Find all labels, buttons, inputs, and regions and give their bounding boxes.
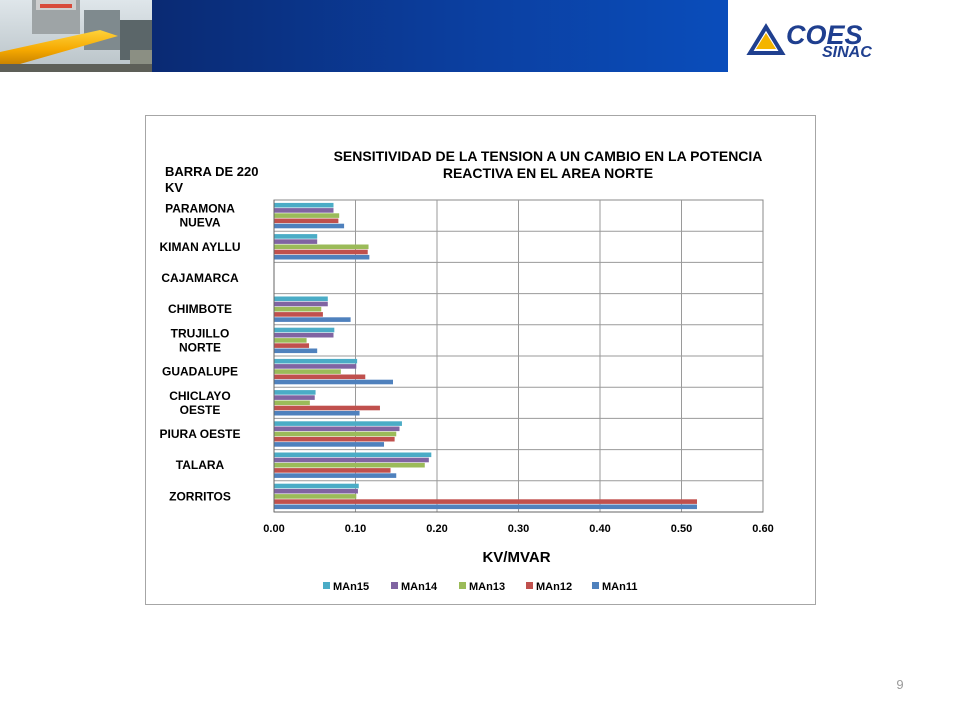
bar-man11 xyxy=(274,505,697,510)
category-label: OESTE xyxy=(179,402,221,417)
bar-man11 xyxy=(274,411,360,416)
bar-man12 xyxy=(274,219,338,224)
category-label: CHICLAYO xyxy=(169,388,231,403)
x-tick-label: 0.30 xyxy=(507,523,530,535)
bar-man14 xyxy=(274,458,429,463)
bar-man13 xyxy=(274,369,341,374)
bar-man14 xyxy=(274,239,317,244)
bar-man11 xyxy=(274,255,369,260)
legend-swatch-man15 xyxy=(323,582,330,589)
x-tick-label: 0.50 xyxy=(670,523,693,535)
legend-label-man11: MAn11 xyxy=(602,581,638,593)
bar-man12 xyxy=(274,343,309,348)
legend-label-man13: MAn13 xyxy=(469,581,506,593)
logo-text-sinac: SINAC xyxy=(822,44,872,61)
bar-man12 xyxy=(274,468,391,473)
legend-label-man12: MAn12 xyxy=(536,581,573,593)
bar-man15 xyxy=(274,484,359,489)
bar-man15 xyxy=(274,359,357,364)
bar-man15 xyxy=(274,390,316,395)
bar-man15 xyxy=(274,453,431,458)
coes-logo xyxy=(728,0,960,72)
bar-man15 xyxy=(274,421,402,426)
chart-title-line: SENSITIVIDAD DE LA TENSION A UN CAMBIO EN LA POTENCIA xyxy=(333,148,763,164)
bar-man12 xyxy=(274,250,368,255)
bar-man14 xyxy=(274,208,334,213)
bar-man13 xyxy=(274,307,321,312)
bar-man14 xyxy=(274,302,328,307)
bar-man15 xyxy=(274,328,334,333)
bar-man15 xyxy=(274,234,317,239)
bar-man14 xyxy=(274,333,334,338)
bar-man13 xyxy=(274,432,396,437)
bar-man12 xyxy=(274,437,395,442)
power-plant-image xyxy=(0,0,152,72)
logo xyxy=(728,0,960,72)
legend-swatch-man11 xyxy=(592,582,599,589)
x-tick-label: 0.40 xyxy=(589,523,611,535)
category-label: CAJAMARCA xyxy=(161,271,239,285)
category-label: GUADALUPE xyxy=(161,364,239,379)
x-tick-label: 0.20 xyxy=(426,523,448,535)
bar-man15 xyxy=(274,203,334,208)
bar-man14 xyxy=(274,489,358,494)
legend-swatch-man12 xyxy=(526,582,533,589)
bar-man14 xyxy=(274,364,356,369)
category-label: PIURA OESTE xyxy=(159,427,241,441)
bar-man13 xyxy=(274,338,307,343)
x-axis-title: KV/MVAR xyxy=(482,549,551,566)
category-axis-title-line: KV xyxy=(165,180,184,195)
bar-man12 xyxy=(274,406,380,411)
bar-man12 xyxy=(274,312,323,317)
category-label: PARAMONA xyxy=(165,201,235,216)
category-label: ZORRITOS xyxy=(169,489,231,504)
bar-chart xyxy=(146,116,815,604)
header-band xyxy=(152,0,728,72)
chart-panel xyxy=(145,115,816,605)
bar-man12 xyxy=(274,499,697,504)
bar-man15 xyxy=(274,297,328,302)
bar-man11 xyxy=(274,317,351,322)
bar-man11 xyxy=(274,380,393,385)
legend-label-man15: MAn15 xyxy=(333,581,370,593)
category-label: TRUJILLO xyxy=(170,326,230,341)
bar-man11 xyxy=(274,224,344,229)
bar-man13 xyxy=(274,494,356,499)
category-label: NUEVA xyxy=(179,215,221,230)
bar-man12 xyxy=(274,375,365,380)
bar-man13 xyxy=(274,401,310,406)
legend xyxy=(323,581,637,593)
category-label: TALARA xyxy=(175,458,225,473)
x-tick-labels xyxy=(263,523,773,535)
legend-label-man14: MAn14 xyxy=(401,581,438,593)
bar-man13 xyxy=(274,245,369,250)
category-axis-title-line: BARRA DE 220 xyxy=(165,164,259,179)
bar-man11 xyxy=(274,349,317,354)
category-labels xyxy=(159,202,240,504)
bar-man11 xyxy=(274,473,396,478)
legend-swatch-man13 xyxy=(459,582,466,589)
x-tick-label: 0.00 xyxy=(263,523,285,535)
x-tick-label: 0.10 xyxy=(344,523,367,535)
bar-man13 xyxy=(274,463,425,468)
slide-number: 9 xyxy=(896,677,904,692)
bar-man13 xyxy=(274,213,339,218)
logo-text-coes: COES xyxy=(786,20,863,50)
x-tick-label: 0.60 xyxy=(752,523,774,535)
bar-man14 xyxy=(274,395,315,400)
bar-man11 xyxy=(274,442,384,447)
category-label: CHIMBOTE xyxy=(168,302,232,317)
bar-man14 xyxy=(274,427,400,432)
category-label: NORTE xyxy=(179,340,221,355)
category-label: KIMAN AYLLU xyxy=(159,239,241,254)
header-photo xyxy=(0,0,152,72)
legend-swatch-man14 xyxy=(391,582,398,589)
chart-title-line: REACTIVA EN EL AREA NORTE xyxy=(442,165,654,181)
